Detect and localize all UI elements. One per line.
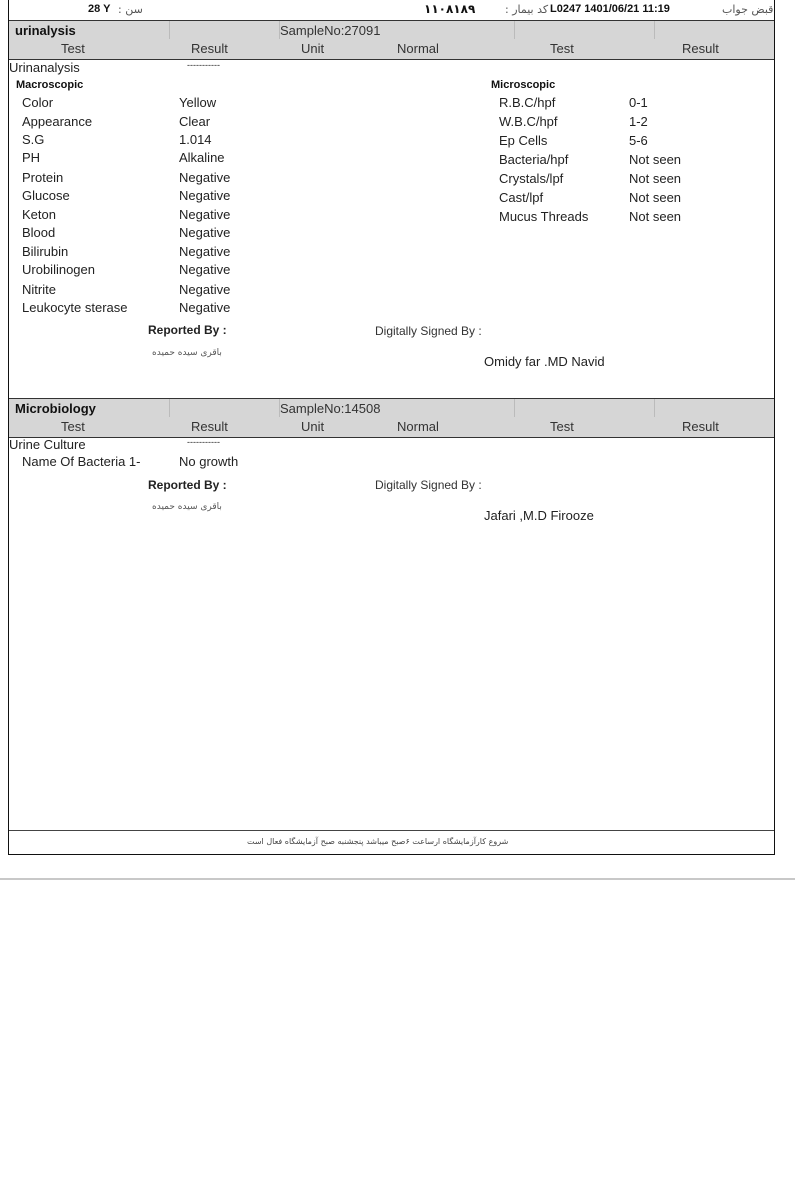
macro-test: S.G xyxy=(22,132,45,147)
microbiology-signed-by-label: Digitally Signed By : xyxy=(375,478,482,492)
urinalysis-group-dashes: ----------- xyxy=(187,60,220,70)
macro-result: 1.014 xyxy=(179,132,212,147)
micro-result: 1-2 xyxy=(629,114,648,129)
microbiology-reported-by-name: باقری سیده حمیده xyxy=(152,502,222,512)
microbiology-signed-by-name: Jafari ,M.D Firooze xyxy=(484,508,594,523)
macro-test: Nitrite xyxy=(22,282,56,297)
col-test: Test xyxy=(61,41,85,56)
micro-test: Ep Cells xyxy=(499,133,548,148)
microscopic-title: Microscopic xyxy=(491,79,556,91)
culture-result: No growth xyxy=(179,454,239,469)
microbiology-group-name: Urine Culture xyxy=(9,437,86,452)
micro-test: Mucus Threads xyxy=(499,209,589,224)
col-test: Test xyxy=(61,419,85,434)
macro-test: Leukocyte sterase xyxy=(22,300,128,315)
culture-test: Name Of Bacteria 1- xyxy=(22,454,141,469)
macro-result: Alkaline xyxy=(179,150,225,165)
col-result-2: Result xyxy=(682,41,719,56)
macro-result: Negative xyxy=(179,262,231,277)
macro-result: Negative xyxy=(179,170,231,185)
macroscopic-title: Macroscopic xyxy=(16,79,84,91)
macro-test: Glucose xyxy=(22,188,70,203)
urinalysis-group-name: Urinanalysis xyxy=(9,60,80,75)
macro-result: Negative xyxy=(179,244,231,259)
micro-result: Not seen xyxy=(629,152,682,167)
urinalysis-header-band xyxy=(9,20,774,60)
macro-result: Negative xyxy=(179,282,231,297)
macro-test: PH xyxy=(22,150,41,165)
macro-test: Blood xyxy=(22,225,56,240)
macro-test: Urobilinogen xyxy=(22,262,95,277)
urinalysis-title: urinalysis xyxy=(15,23,76,38)
page-edge xyxy=(0,878,795,880)
urinalysis-reported-by-label: Reported By : xyxy=(148,323,227,337)
micro-result: Not seen xyxy=(629,190,682,205)
micro-test: Crystals/lpf xyxy=(499,171,564,186)
micro-test: Cast/lpf xyxy=(499,190,544,205)
macro-result: Clear xyxy=(179,114,211,129)
col-test-2: Test xyxy=(550,419,574,434)
col-unit: Unit xyxy=(301,41,325,56)
macro-result: Negative xyxy=(179,207,231,222)
urinalysis-signed-by-label: Digitally Signed By : xyxy=(375,324,482,338)
lab-report xyxy=(8,0,775,855)
microbiology-title: Microbiology xyxy=(15,401,96,416)
macro-test: Protein xyxy=(22,170,64,185)
col-normal: Normal xyxy=(397,41,439,56)
macro-test: Keton xyxy=(22,207,56,222)
micro-result: Not seen xyxy=(629,209,682,224)
age-label: سن : xyxy=(118,3,143,16)
macro-result: Negative xyxy=(179,188,231,203)
receipt-value: L0247 1401/06/21 11:19 xyxy=(550,3,670,15)
age-value: 28 Y xyxy=(88,3,111,15)
macro-result: Yellow xyxy=(179,95,217,110)
receipt-label: قبض جواب xyxy=(722,3,774,16)
macro-result: Negative xyxy=(179,225,231,240)
footer-divider xyxy=(9,830,774,831)
macro-test: Color xyxy=(22,95,54,110)
macro-test: Appearance xyxy=(22,114,93,129)
col-result-2: Result xyxy=(682,419,719,434)
patient-code-label: کد بیمار : xyxy=(505,3,549,16)
microbiology-group-dashes: ----------- xyxy=(187,437,220,447)
patient-code-value: ۱۱۰۸۱۸۹ xyxy=(424,2,476,16)
urinalysis-sample-no: SampleNo:27091 xyxy=(280,23,381,38)
urinalysis-signed-by-name: Omidy far .MD Navid xyxy=(484,354,605,369)
col-result: Result xyxy=(191,419,228,434)
microbiology-sample-no: SampleNo:14508 xyxy=(280,401,381,416)
micro-result: 0-1 xyxy=(629,95,648,110)
footer-note: شروع کارآزمایشگاه ارساعت ۶صبح میباشد پنجشنبه صبح آزمایشگاه فعال است xyxy=(247,837,509,846)
micro-test: R.B.C/hpf xyxy=(499,95,556,110)
macro-test: Bilirubin xyxy=(22,244,69,259)
col-unit: Unit xyxy=(301,419,325,434)
microbiology-header-band xyxy=(9,398,774,438)
col-result: Result xyxy=(191,41,228,56)
micro-test: W.B.C/hpf xyxy=(499,114,558,129)
col-test-2: Test xyxy=(550,41,574,56)
micro-result: Not seen xyxy=(629,171,682,186)
urinalysis-reported-by-name: باقری سیده حمیده xyxy=(152,348,222,358)
macro-result: Negative xyxy=(179,300,231,315)
col-normal: Normal xyxy=(397,419,439,434)
micro-result: 5-6 xyxy=(629,133,648,148)
microbiology-reported-by-label: Reported By : xyxy=(148,478,227,492)
micro-test: Bacteria/hpf xyxy=(499,152,569,167)
